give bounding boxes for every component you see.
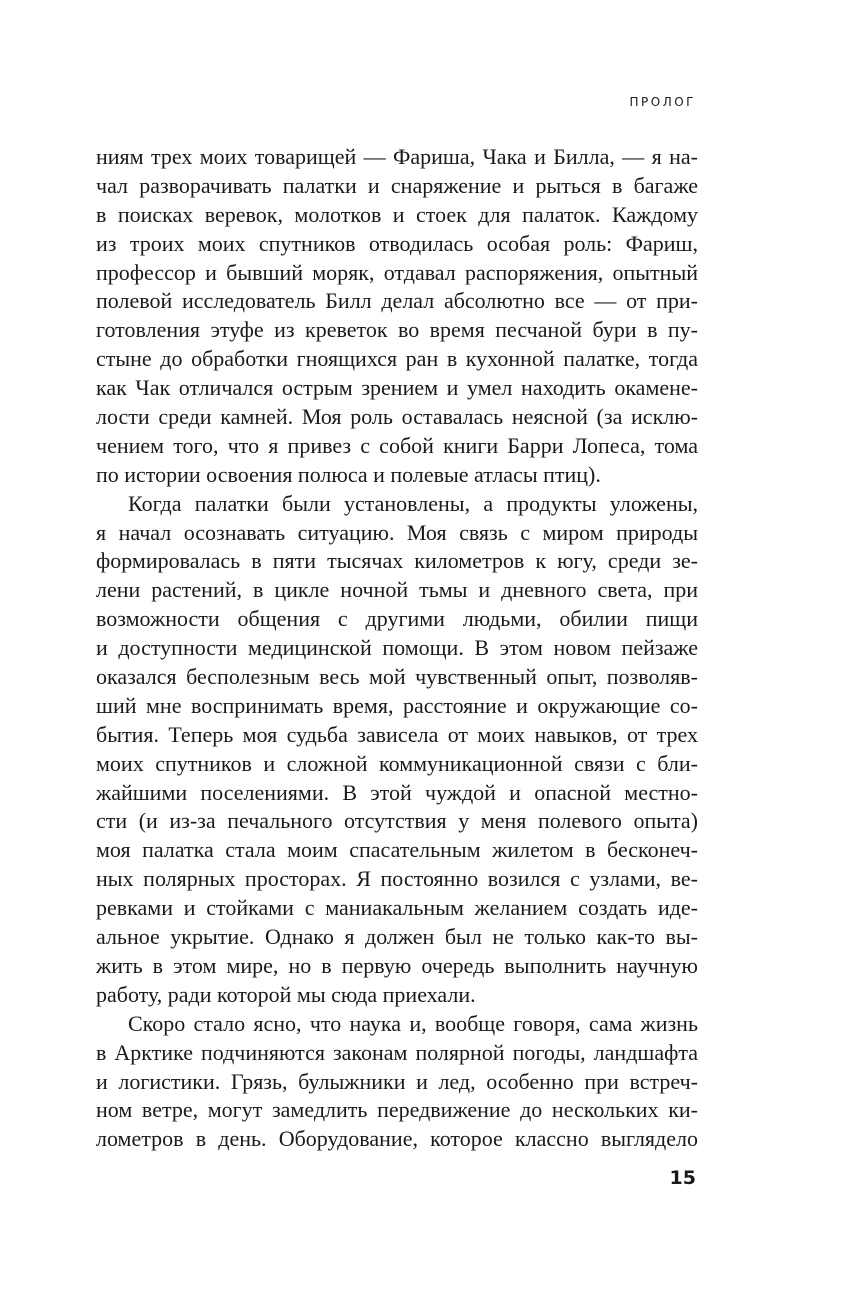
running-header: ПРОЛОГ bbox=[629, 95, 696, 109]
text-line: я начал осознавать ситуацию. Моя связь с миром природы bbox=[96, 519, 698, 545]
text-line: моих спутников и сложной коммуникационной связи с бли- bbox=[96, 750, 698, 776]
text-line: Когда палатки были установлены, а продукты уложены, bbox=[128, 490, 698, 516]
text-line: полевой исследователь Билл делал абсолютно все — от при- bbox=[96, 288, 698, 314]
text-line: по истории освоения полюса и полевые атласы птиц). bbox=[96, 461, 601, 487]
text-line: ревками и стойками с маниакальным желанием создать иде- bbox=[96, 895, 698, 921]
text-line: из троих моих спутников отводилась особая роль: Фариш, bbox=[96, 230, 698, 256]
text-line: профессор и бывший моряк, отдавал распоряжения, опытный bbox=[96, 259, 698, 285]
paragraph bbox=[96, 490, 698, 1010]
text-line: ных полярных просторах. Я постоянно возился с узлами, ве- bbox=[96, 866, 698, 892]
text-line: в поисках веревок, молотков и стоек для палаток. Каждому bbox=[96, 201, 698, 227]
text-line: и логистики. Грязь, булыжники и лед, особенно при встреч- bbox=[96, 1068, 698, 1094]
text-line: лости среди камней. Моя роль оставалась неясной (за исклю- bbox=[96, 404, 698, 430]
body-text bbox=[96, 143, 698, 1154]
text-line: жить в этом мире, но в первую очередь выполнить научную bbox=[96, 952, 698, 978]
text-line: бытия. Теперь моя судьба зависела от моих навыков, от трех bbox=[96, 721, 698, 747]
text-line: готовления этуфе из креветок во время песчаной бури в пу- bbox=[96, 317, 698, 343]
text-line: лометров в день. Оборудование, которое классно выглядело bbox=[96, 1126, 698, 1152]
text-line: Скоро стало ясно, что наука и, вообще говоря, сама жизнь bbox=[128, 1010, 698, 1036]
text-line: и доступности медицинской помощи. В этом новом пейзаже bbox=[96, 635, 698, 661]
text-line: альное укрытие. Однако я должен был не только как-то вы- bbox=[96, 924, 698, 950]
paragraph bbox=[96, 143, 698, 490]
text-line: ший мне воспринимать время, расстояние и окружающие со- bbox=[96, 692, 698, 718]
text-line: ниям трех моих товарищей — Фариша, Чака и Билла, — я на- bbox=[96, 144, 698, 169]
text-line: ном ветре, могут замедлить передвижение до нескольких ки- bbox=[96, 1097, 698, 1123]
text-line: моя палатка стала моим спасательным жилетом в бесконеч- bbox=[96, 837, 698, 863]
text-line: жайшими поселениями. В этой чуждой и опасной местно- bbox=[96, 779, 698, 805]
text-line: стыне до обработки гноящихся ран в кухонной палатке, тогда bbox=[96, 346, 698, 372]
text-line: как Чак отличался острым зрением и умел находить окамене- bbox=[96, 375, 698, 401]
text-line: оказался бесполезным весь мой чувственный опыт, позволяв- bbox=[96, 664, 698, 690]
text-line: чением того, что я привез с собой книги Барри Лопеса, тома bbox=[96, 432, 698, 458]
text-line: работу, ради которой мы сюда приехали. bbox=[96, 981, 476, 1007]
text-line: формировалась в пяти тысячах километров к югу, среди зе- bbox=[96, 548, 698, 574]
text-line: в Арктике подчиняются законам полярной погоды, ландшафта bbox=[96, 1039, 698, 1065]
text-line: возможности общения с другими людьми, обилии пищи bbox=[96, 606, 698, 632]
text-line: лени растений, в цикле ночной тьмы и дневного света, при bbox=[96, 577, 698, 603]
text-line: чал разворачивать палатки и снаряжение и рыться в багаже bbox=[96, 172, 698, 198]
text-line: сти (и из-за печального отсутствия у меня полевого опыта) bbox=[96, 808, 698, 834]
page-number: 15 bbox=[669, 1167, 696, 1189]
paragraph bbox=[96, 1010, 698, 1154]
